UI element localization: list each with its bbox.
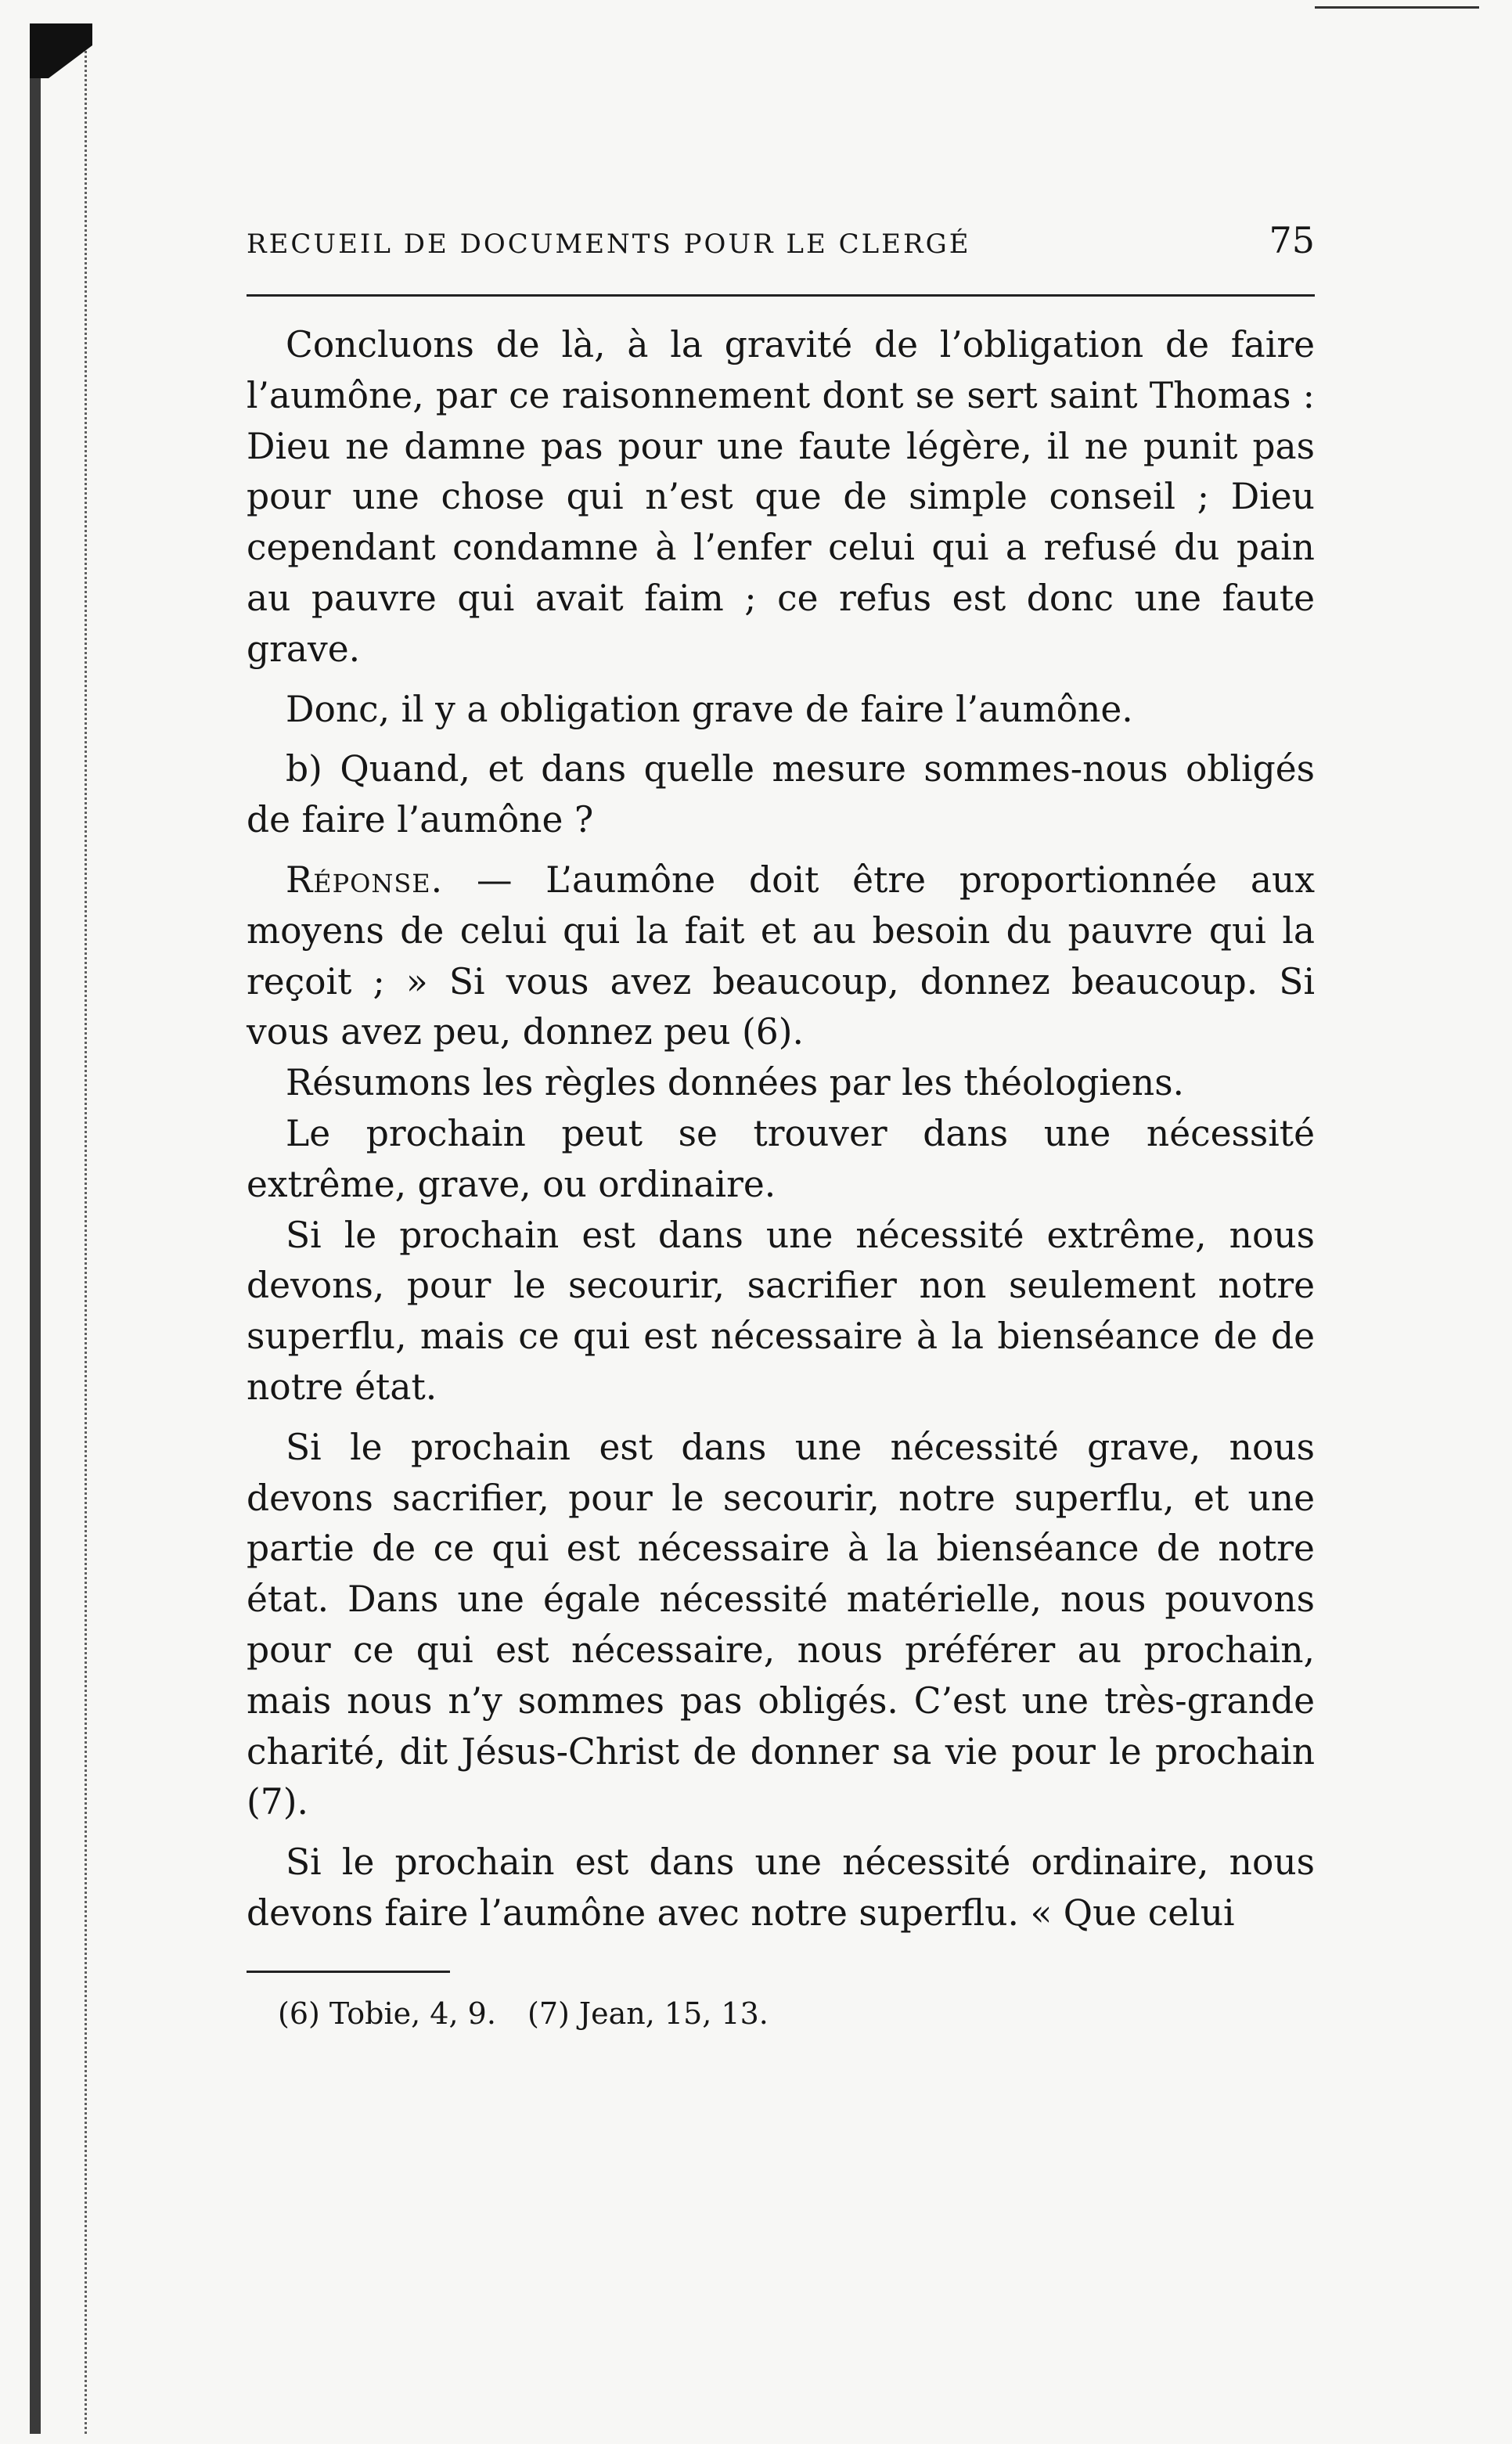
paragraph-9: Si le prochain est dans une nécessité ordinaire, nous devons faire l’aumône avec notre superflu. « Que celui <box>247 1841 1315 1934</box>
footnotes <box>247 1996 1315 2031</box>
paragraph-2: Donc, il y a obligation grave de faire l’aumône. <box>286 688 1133 730</box>
page-number: 75 <box>1269 219 1315 261</box>
reponse-lead: Réponse. <box>286 858 444 901</box>
page-body <box>247 320 1315 1939</box>
paragraph-3: b) Quand, et dans quelle mesure sommes-nous obligés de faire l’aumône ? <box>247 748 1315 841</box>
top-edge-rule <box>1315 6 1479 9</box>
paragraph-1: Concluons de là, à la gravité de l’obligation de faire l’aumône, par ce raisonnement dont se sert saint Thomas : Dieu ne damne pas pour une faute légère, il ne punit pas pour une chose qui n’est que de simple conseil ; Dieu cependant condamne à l’enfer celui qui a refusé du pain au pauvre qui avait faim ; ce refus est donc une faute grave. <box>247 324 1315 670</box>
footnote-rule <box>247 1971 450 1973</box>
footnote-6: (6) Tobie, 4, 9. <box>278 1996 496 2031</box>
running-head <box>247 219 1315 274</box>
paragraph-8: Si le prochain est dans une nécessité grave, nous devons sacrifier, pour le secourir, notre superflu, et une partie de ce qui est nécessaire à la bienséance de notre état. Dans une égale nécessité matérielle, nous pouvons pour ce qui est nécessaire, nous préférer au prochain, mais nous n’y sommes pas obligés. C’est une très-grande charité, dit Jésus-Christ de donner sa vie pour le prochain (7). <box>247 1426 1315 1823</box>
paragraph-7: Si le prochain est dans une nécessité extrême, nous devons, pour le secourir, sacrifier non seulement notre superflu, mais ce qui est nécessaire à la bienséance de de notre état. <box>247 1214 1315 1408</box>
paragraph-4-text: — L’aumône doit être proportionnée aux moyens de celui qui la fait et au besoin du pauvre qui la reçoit ; » Si vous avez beaucoup, donnez beaucoup. Si vous avez peu, donnez peu (6). <box>247 858 1315 1053</box>
footnote-7: (7) Jean, 15, 13. <box>527 1996 769 2031</box>
paragraph-6: Le prochain peut se trouver dans une nécessité extrême, grave, ou ordinaire. <box>247 1112 1315 1205</box>
paragraph-4 <box>247 855 1315 1058</box>
running-title: RECUEIL DE DOCUMENTS POUR LE CLERGÉ <box>247 229 971 260</box>
paragraph-5: Résumons les règles données par les théologiens. <box>286 1062 1185 1104</box>
binding-edge <box>30 23 87 2434</box>
book-page <box>247 219 1315 2379</box>
header-rule <box>247 294 1315 297</box>
